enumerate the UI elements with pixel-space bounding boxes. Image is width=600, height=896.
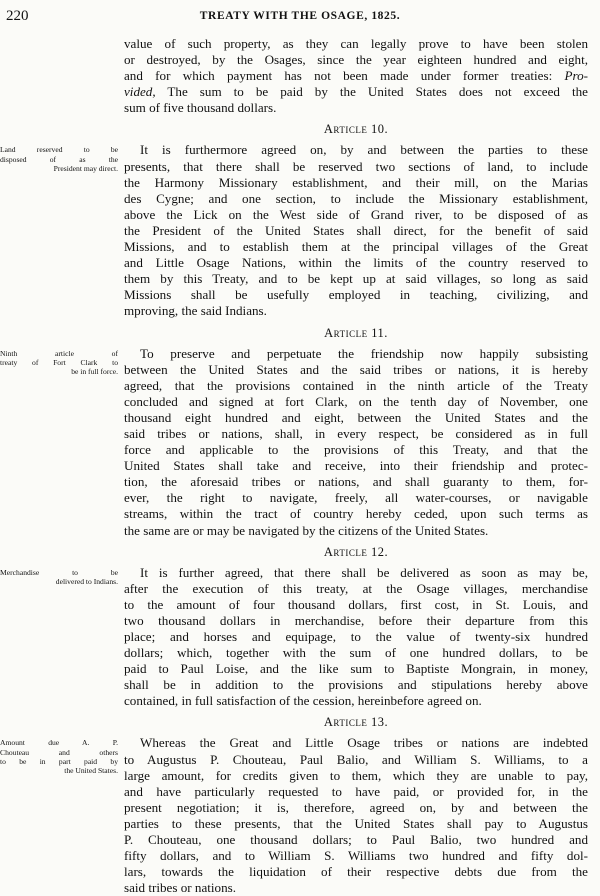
text-line: after the execution of this treaty, at the Osage villages, merchandise [124, 580, 588, 596]
document-body [0, 36, 600, 896]
text-line: two thousand dollars in merchandise, before their departure from this [124, 612, 588, 628]
text-line [124, 84, 588, 100]
article-paragraph [0, 735, 588, 896]
margin-note-line: President may direct. [53, 163, 118, 173]
text-line: tion, the aforesaid tribes or nations, and shall guaranty to them, for- [124, 474, 588, 490]
text-line: fifty dollars, and to William S. Williams two hundred and fifty dol- [124, 848, 588, 864]
margin-note-line: Chouteau and others [0, 747, 118, 757]
text-line: between the United States and the said tribes or nations, it is hereby [124, 361, 588, 377]
text-span: and for which payment has not been made under former treaties: [124, 68, 565, 84]
text-line: To preserve and perpetuate the friendship now happily subsisting [140, 345, 588, 361]
text-line: sum of five thousand dollars. [124, 100, 277, 116]
text-line: to the amount of four thousand dollars, first cost, in St. Louis, and [124, 596, 588, 612]
continuation-paragraph [124, 36, 588, 116]
margin-note-line: to be in part paid by [0, 756, 118, 766]
text-line: concluded and signed at fort Clark, on the tenth day of November, one [124, 393, 588, 409]
text-line: them by this Treaty, and to be kept up at said villages, so long as said [124, 271, 588, 287]
text-line: presents, that there shall be reserved two sections of land, to include [124, 158, 588, 174]
margin-note-line: Ninth article of [0, 348, 118, 358]
article-heading: Article 13. [323, 715, 389, 730]
text-line: and Little Osage Nations, within the limits of the country reserved to [124, 255, 588, 271]
text-line: mproving, the said Indians. [124, 303, 267, 319]
text-line: lars, towards the liquidation of their respective debts due from the [124, 864, 588, 880]
text-span: The sum to be paid by the United States does not exceed the [155, 84, 588, 100]
proviso-italic: Pro- [564, 68, 588, 84]
margin-note [0, 145, 118, 173]
margin-note-line: Land reserved to be [0, 145, 118, 155]
page-header [0, 8, 600, 28]
margin-note-line: the United States. [64, 766, 118, 776]
margin-note-line: disposed of as the [0, 154, 118, 164]
article-paragraph [0, 345, 588, 539]
margin-note [0, 568, 118, 586]
article-heading: Article 10. [323, 122, 389, 137]
text-line: said tribes or nations. [124, 880, 237, 896]
text-line: present negotiation; it is, therefore, agreed on, by and between the [124, 799, 588, 815]
text-line: the same are or may be navigated by the citizens of the United States. [124, 522, 489, 538]
text-line: United States shall take and receive, into their friendship and protec- [124, 458, 588, 474]
margin-note [0, 738, 118, 775]
text-line: value of such property, as they can legally prove to have been stolen [124, 36, 588, 51]
article-paragraph [0, 142, 588, 319]
text-line: It is furthermore agreed on, by and between the parties to these [140, 142, 588, 158]
text-line: the Harmony Missionary establishment, and their mill, on the Marias [124, 174, 588, 190]
proviso-italic: vided, [124, 84, 156, 100]
text-line: Whereas the Great and Little Osage tribes or nations are indebted [140, 735, 588, 751]
text-line: or destroyed, by the Osages, since the year eighteen hundred and eight, [124, 52, 588, 68]
text-line: and have particularly requested to have paid, or provided for, in the [124, 783, 588, 799]
text-line: Missions shall be usefully employed in teaching, civilizing, and [124, 287, 588, 303]
margin-note-line: Amount due A. P. [0, 738, 118, 748]
text-line: above the Lick on the West side of Grand river, to be disposed of as [124, 206, 588, 222]
text-line: parties to these presents, that the United States shall pay to Augustus [124, 815, 588, 831]
margin-note-line: Merchandise to be [0, 567, 118, 577]
text-line: to Augustus P. Chouteau, Paul Balio, and William S. Williams, to a [124, 751, 588, 767]
text-line: contained, in full satisfaction of the cession, hereinbefore agreed on. [124, 693, 482, 709]
text-line: place; and horses and equipage, to the value of twenty-six hundred [124, 629, 588, 644]
margin-note-line: be in full force. [71, 366, 118, 376]
text-line: thousand eight hundred and eight, between the United States and the [124, 409, 588, 425]
text-line: shall be in addition to the provisions and stipulations hereby above [124, 677, 588, 693]
text-line: the President of the United States shall direct, for the benefit of said [124, 222, 588, 238]
page-number: 220 [6, 8, 29, 24]
articles-container [0, 116, 600, 896]
article-paragraph [0, 564, 588, 710]
text-line: streams, within the tract of country hereby ceded, upon such terms as [124, 506, 588, 522]
text-line: agreed, that the provisions contained in the ninth article of the Treaty [124, 377, 588, 393]
text-line: des Cygne; and one section, to include the Missionary establishment, [124, 190, 588, 206]
text-line: large amount, for credits given to them, which they are unable to pay, [124, 767, 588, 783]
text-line: Missions, and to establish them at the principal villages of the Great [124, 239, 588, 255]
margin-note [0, 349, 118, 377]
margin-note-line: treaty of Fort Clark to [0, 357, 118, 367]
article-heading: Article 11. [324, 325, 388, 340]
article-heading: Article 12. [323, 544, 389, 559]
text-line: paid to Paul Loise, and the like sum to Baptiste Mongrain, in money, [124, 661, 588, 677]
text-line: It is further agreed, that there shall be delivered as soon as may be, [140, 564, 588, 580]
text-line: force and applicable to the provisions of this Treaty, and that the [124, 442, 588, 458]
text-line: P. Chouteau, one thousand dollars; to Paul Balio, two hundred and [124, 832, 588, 848]
margin-note-line: delivered to Indians. [55, 576, 118, 586]
running-title: TREATY WITH THE OSAGE, 1825. [199, 10, 401, 22]
text-line: dollars; which, together with the sum of one hundred dollars, to be [124, 645, 588, 661]
text-line [124, 68, 588, 84]
text-line: ever, the right to navigate, freely, all water-courses, or navigable [124, 490, 588, 506]
text-line: said tribes or nations, shall, in every respect, be considered as in full [124, 425, 588, 441]
